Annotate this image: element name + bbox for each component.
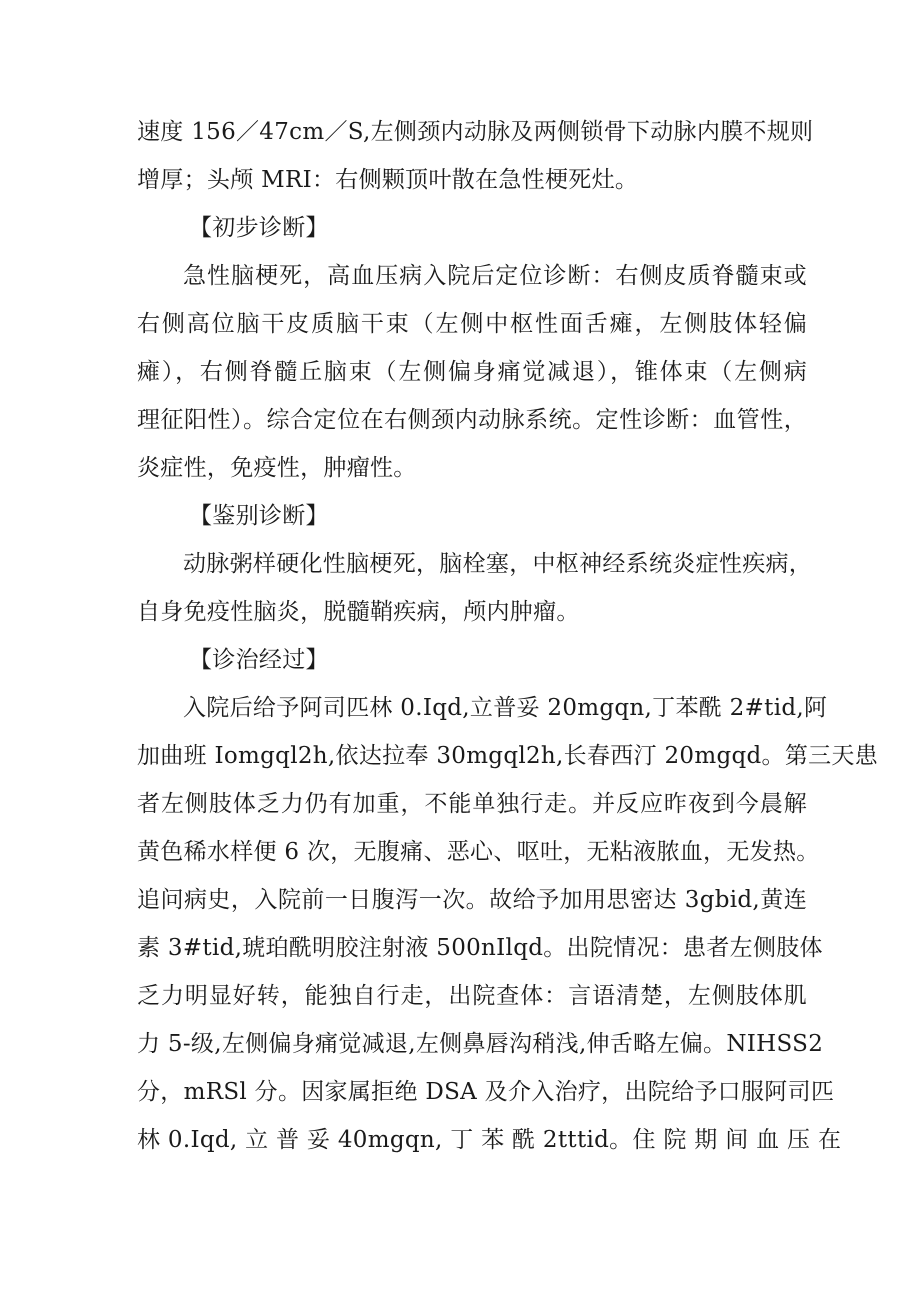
text-line: 速度 156／47cm／S,左侧颈内动脉及两侧锁骨下动脉内膜不规则 [137, 119, 814, 145]
text-line: 增厚；头颅 MRI：右侧颗顶叶散在急性梗死灶。 [137, 167, 639, 193]
text-line: 理征阳性）。综合定位在右侧颈内动脉系统。定性诊断：血管性， [137, 407, 807, 433]
text-line: 分，mRSl 分。因家属拒绝 DSA 及介入治疗，出院给予口服阿司匹 [137, 1079, 835, 1105]
text-line: 炎症性，免疫性，肿瘤性。 [137, 455, 417, 481]
text-line: 林 0.Iqd, 立 普 妥 40mgqn, 丁 苯 酰 2tttid。住 院 期 间 血 压 在 [137, 1127, 842, 1153]
text-line: 自身免疫性脑炎，脱髓鞘疾病，颅内肿瘤。 [137, 599, 580, 625]
text-line: 黄色稀水样便 6 次，无腹痛、恶心、呕吐，无粘液脓血，无发热。 [137, 839, 820, 865]
text-line: 者左侧肢体乏力仍有加重，不能单独行走。并反应昨夜到今晨解 [137, 791, 807, 817]
text-line: 入院后给予阿司匹林 0.Iqd,立普妥 20mgqn,丁苯酰 2#tid,阿 [183, 695, 828, 721]
section-heading-treatment-course: 【诊治经过】 [189, 647, 329, 673]
text-line: 动脉粥样硬化性脑梗死，脑栓塞，中枢神经系统炎症性疾病， [183, 551, 813, 577]
text-line: 力 5-级,左侧偏身痛觉减退,左侧鼻唇沟稍浅,伸舌略左偏。NIHSS2 [137, 1031, 824, 1057]
text-line: 右侧高位脑干皮质脑干束（左侧中枢性面舌瘫，左侧肢体轻偏 [137, 311, 807, 337]
text-line: 急性脑梗死，高血压病入院后定位诊断：右侧皮质脊髓束或 [183, 263, 807, 289]
document-page [137, 108, 879, 1164]
text-line: 素 3#tid,琥珀酰明胶注射液 500nIlqd。出院情况：患者左侧肢体 [137, 935, 823, 961]
text-line: 瘫），右侧脊髓丘脑束（左侧偏身痛觉减退），锥体束（左侧病 [137, 359, 807, 385]
text-line: 乏力明显好转，能独自行走，出院查体：言语清楚，左侧肢体肌 [137, 983, 807, 1009]
section-heading-preliminary-diagnosis: 【初步诊断】 [189, 215, 329, 241]
section-heading-differential-diagnosis: 【鉴别诊断】 [189, 503, 329, 529]
text-line: 追问病史，入院前一日腹泻一次。故给予加用思密达 3gbid,黄连 [137, 887, 807, 913]
text-line: 加曲班 Iomgql2h,依达拉奉 30mgql2h,长春西汀 20mgqd。第三天患 [137, 743, 879, 769]
